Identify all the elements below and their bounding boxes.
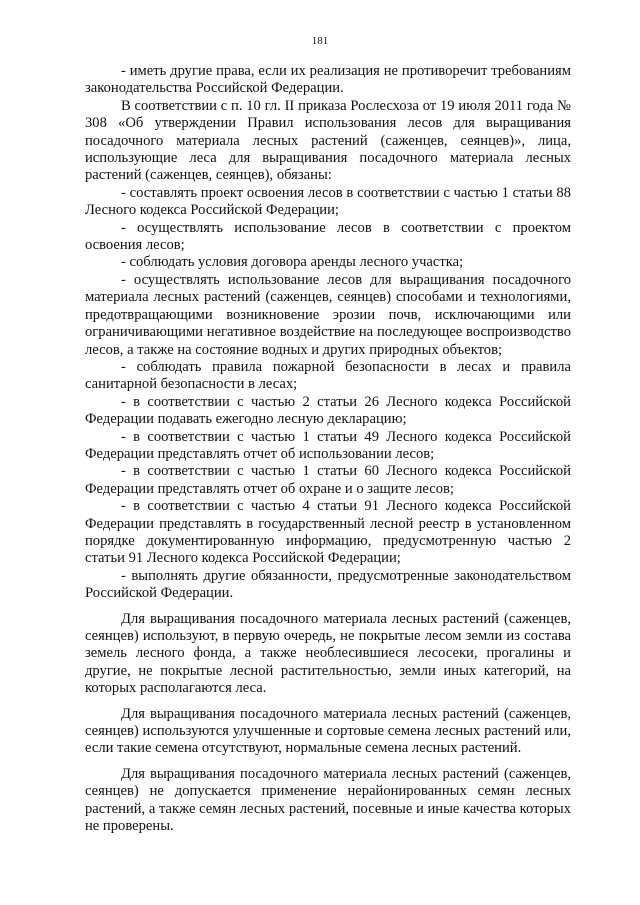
paragraph: Для выращивания посадочного материала лесных растений (саженцев, сеянцев) используются улучшенные и сортовые семена лесных растений или, если такие семена отсутствуют, нормальные семена лесных растений. (85, 705, 571, 757)
list-item: - в соответствии с частью 2 статьи 26 Лесного кодекса Российской Федерации подавать ежегодно лесную декларацию; (85, 393, 571, 428)
list-item: - в соответствии с частью 1 статьи 60 Лесного кодекса Российской Федерации представлять отчет об охране и о защите лесов; (85, 463, 571, 497)
page-number: 181 (311, 35, 329, 47)
list-item: - соблюдать условия договора аренды лесного участка; (121, 254, 464, 271)
list-item: - выполнять другие обязанности, предусмотренные законодательством Российской Федерации. (85, 567, 571, 602)
paragraph: В соответствии с п. 10 гл. II приказа Рослесхоза от 19 июля 2011 года № 308 «Об утверждении Правил использования лесов для выращивания посадочного материала лесных растений (саженцев, сеянцев)», лица, использующие леса для выращивания посадочного материала лесных растений (саженцев, сеянцев), обязаны: (85, 97, 571, 184)
list-item: - составлять проект освоения лесов в соответствии с частью 1 статьи 88 Лесного кодекса Российской Федерации; (85, 184, 571, 219)
list-item: - в соответствии с частью 1 статьи 49 Лесного кодекса Российской Федерации представлять отчет об использовании лесов; (85, 428, 571, 462)
document-body (85, 63, 571, 835)
list-item: - в соответствии с частью 4 статьи 91 Лесного кодекса Российской Федерации представлять в государственный лесной реестр в установленном порядке документированную информацию, предусмотренную частью 2 статьи 91 Лесного кодекса Российской Федерации; (85, 498, 571, 567)
paragraph: Для выращивания посадочного материала лесных растений (саженцев, сеянцев) используют, в первую очередь, не покрытые лесом земли из состава земель лесного фонда, а также необлесившиеся лесосеки, прогалины и другие, не покрытые лесной растительностью, земли иных категорий, на которых располагаются леса. (85, 610, 571, 697)
list-item: - осуществлять использование лесов в соответствии с проектом освоения лесов; (85, 219, 571, 254)
list-item: - осуществлять использование лесов для выращивания посадочного материала лесных растений (саженцев, сеянцев) способами и технологиями, предотвращающими возникновение эрозии почв, исключающими или ограничивающими негативное воздействие на последующее воспроизводство лесов, а также на состояние водных и других природных объектов; (85, 271, 571, 358)
paragraph: Для выращивания посадочного материала лесных растений (саженцев, сеянцев) не допускается применение нерайонированных семян лесных растений, а также семян лесных растений, посевные и иные качества которых не проверены. (85, 765, 571, 835)
paragraph: - иметь другие права, если их реализация не противоречит требованиям законодательства Российской Федерации. (85, 63, 571, 97)
list-item: - соблюдать правила пожарной безопасности в лесах и правила санитарной безопасности в лесах; (85, 358, 571, 393)
